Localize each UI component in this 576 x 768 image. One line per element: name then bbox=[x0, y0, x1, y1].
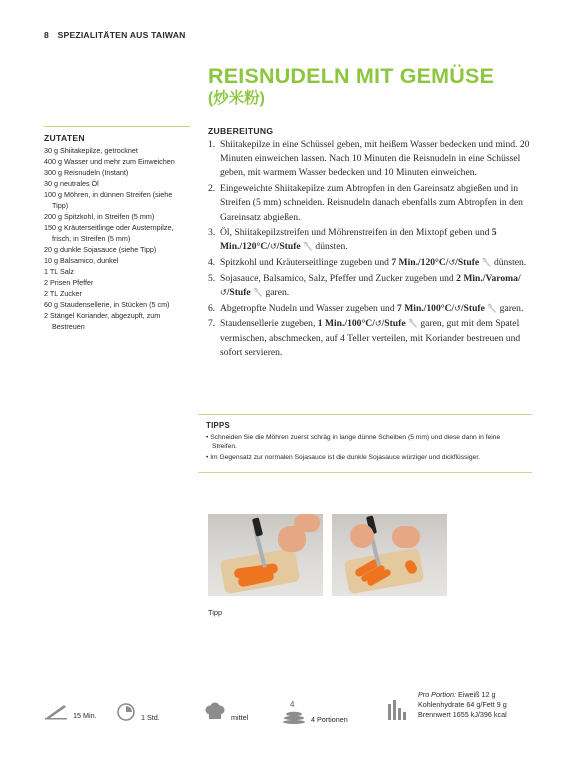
ingredient-item: 2 Stängel Koriander, abgezupft, zum Bestreuen bbox=[44, 311, 161, 331]
step-text: Öl, Shiitakepilzstreifen und Möhrenstreifen in den Mixtopf geben und bbox=[220, 227, 492, 239]
spoon-stir-icon: 🥄 bbox=[303, 242, 314, 252]
step-text: Eingeweichte Shiitakepilze zum Abtropfen in den Gareinsatz abgießen und in Streifen (5 mm) schneiden. Reisnudeln danach ebenfalls zum Abtropfen in den Gareinsatz abgießen. bbox=[220, 183, 523, 223]
step-text: Sojasauce, Balsamico, Salz, Pfeffer und Zucker zugeben und bbox=[220, 272, 457, 284]
nutrition-label: Pro Portion: bbox=[418, 690, 456, 699]
portions-value: 4 Portionen bbox=[311, 715, 348, 724]
spoon-stir-icon: 🥄 bbox=[481, 258, 492, 268]
reverse-rotation-icon: ↺ bbox=[454, 303, 461, 313]
step-item: 7. Staudensellerie zugeben, 1 Min./100°C/↺/Stufe 🥄 garen, gut mit dem Spatel vermischen, abschmecken, auf 4 Teller verteilen, mit Koriander bestreuen und sofort servieren. bbox=[208, 317, 530, 360]
nutrition-protein: Eiweiß 12 g bbox=[457, 690, 496, 699]
ingredients-divider bbox=[44, 126, 190, 127]
spoon-stir-icon: 🥄 bbox=[253, 288, 264, 298]
step-number: 5. bbox=[208, 272, 216, 284]
tips-box bbox=[198, 414, 532, 473]
recipe-title-line1: REISNUDELN MIT GEMÜSE bbox=[208, 64, 495, 88]
arm bbox=[294, 514, 320, 532]
prep-time-value: 15 Min. bbox=[73, 711, 97, 720]
step-number: 7. bbox=[208, 318, 216, 330]
step-item bbox=[208, 182, 530, 225]
ingredient-item: 100 g Möhren, in dünnen Streifen (siehe Tipp) bbox=[44, 190, 173, 210]
page-header bbox=[44, 30, 186, 40]
preparation-steps bbox=[208, 138, 530, 360]
page-number: 8 bbox=[44, 30, 49, 40]
step-item: 6. Abgetropfte Nudeln und Wasser zugeben und 7 Min./100°C/↺/Stufe 🥄 garen. bbox=[208, 302, 530, 316]
ingredient-item: 30 g Shiitakepilze, getrocknet bbox=[44, 146, 138, 155]
step-setting: 2 Min./Varoma/ bbox=[456, 272, 521, 284]
stufe-label: Stufe bbox=[279, 241, 301, 253]
tip-text: Im Gegensatz zur normalen Sojasauce ist die dunkle Sojasauce würziger und dickflüssiger. bbox=[210, 453, 481, 461]
reverse-rotation-icon: ↺ bbox=[269, 242, 277, 252]
chef-hat-icon bbox=[204, 702, 226, 722]
step-item: 5. Sojasauce, Balsamico, Salz, Pfeffer und Zucker zugeben und 2 Min./Varoma/↺/Stufe 🥄 garen. bbox=[208, 272, 530, 300]
reverse-rotation-icon: ↺ bbox=[220, 288, 227, 298]
step-text-end: dünsten. bbox=[491, 257, 527, 269]
ingredients-heading: ZUTATEN bbox=[44, 133, 85, 143]
ingredient-item: 60 g Staudensellerie, in Stücken (5 cm) bbox=[44, 300, 170, 309]
step-text: Abgetropfte Nudeln und Wasser zugeben und bbox=[220, 302, 398, 314]
ingredient-item: 300 g Reisnudeln (Instant) bbox=[44, 168, 129, 177]
plates-icon bbox=[282, 702, 306, 724]
preparation-heading: ZUBEREITUNG bbox=[208, 126, 274, 136]
section-title: SPEZIALITÄTEN AUS TAIWAN bbox=[57, 30, 186, 40]
portions bbox=[282, 702, 348, 724]
tip-item: • Schneiden Sie die Möhren zuerst schräg in lange dünne Scheiben (5 mm) und diese dann in feine Streifen. bbox=[206, 434, 501, 451]
step-text: Spitzkohl und Kräuterseitlinge zugeben und bbox=[220, 257, 392, 269]
ingredients-section bbox=[44, 126, 190, 332]
ingredient-item: 20 g dunkle Sojasauce (siehe Tipp) bbox=[44, 245, 157, 254]
tips-list bbox=[206, 433, 524, 462]
nutrition-energy: Brennwert 1655 kJ/396 kcal bbox=[418, 710, 507, 719]
nutrition-info bbox=[418, 690, 507, 720]
step-setting: 7 Min./120°C/ bbox=[391, 257, 449, 269]
tip-photo-slicing-carrot bbox=[208, 514, 323, 596]
recipe-footer bbox=[0, 690, 576, 738]
knife-icon bbox=[44, 702, 68, 720]
nutrition-carbs-fat: Kohlenhydrate 64 g/Fett 9 g bbox=[418, 700, 507, 709]
difficulty-value: mittel bbox=[231, 713, 249, 722]
step-text-end: garen. bbox=[263, 287, 290, 299]
tip-text: Schneiden Sie die Möhren zuerst schräg in lange dünne Scheiben (5 mm) und diese dann in feine Streifen. bbox=[210, 434, 501, 451]
step-number: 6. bbox=[208, 302, 216, 314]
spoon-stir-icon: 🥄 bbox=[408, 319, 418, 329]
step-setting: 1 Min./100°C/ bbox=[317, 318, 375, 330]
photo-caption: Tipp bbox=[208, 608, 223, 617]
stufe-label: Stufe bbox=[457, 257, 480, 269]
step-setting: 5 Min./120°C/ bbox=[220, 227, 497, 253]
ingredient-item: 1 TL Salz bbox=[44, 267, 74, 276]
reverse-rotation-icon: ↺ bbox=[374, 319, 382, 329]
portions-number: 4 bbox=[290, 700, 295, 709]
step-text-end: dünsten. bbox=[313, 241, 348, 253]
step-number: 4. bbox=[208, 257, 216, 269]
stufe-label: Stufe bbox=[384, 318, 406, 330]
step-item bbox=[208, 138, 530, 181]
ingredient-item: 10 g Balsamico, dunkel bbox=[44, 256, 119, 265]
recipe-title-line2: (炒米粉) bbox=[208, 90, 265, 107]
step-item: 4. Spitzkohl und Kräuterseitlinge zugeben und 7 Min./120°C/↺/Stufe 🥄 dünsten. bbox=[208, 256, 530, 270]
ingredient-item: 200 g Spitzkohl, in Streifen (5 mm) bbox=[44, 212, 155, 221]
tip-photo-cutting-strips bbox=[332, 514, 447, 596]
step-number: 1. bbox=[208, 139, 216, 150]
difficulty bbox=[204, 702, 248, 722]
step-number: 3. bbox=[208, 227, 216, 239]
step-text: Staudensellerie zugeben, bbox=[220, 318, 318, 330]
stufe-label: Stufe bbox=[463, 302, 485, 314]
reverse-rotation-icon: ↺ bbox=[448, 258, 456, 268]
hand bbox=[350, 524, 374, 548]
ingredient-item: 2 TL Zucker bbox=[44, 289, 82, 298]
ingredient-item: 30 g neutrales Öl bbox=[44, 179, 99, 188]
ingredient-item: 400 g Wasser und mehr zum Einweichen bbox=[44, 157, 175, 166]
step-item: 3. Öl, Shiitakepilzstreifen und Möhrenstreifen in den Mixtopf geben und 5 Min./120°C/↺/Stufe 🥄 dünsten. bbox=[208, 226, 530, 254]
step-text: Shiitakepilze in eine Schüssel geben, mit heißem Wasser bedecken und mind. 20 Minuten einweichen lassen. Nach 10 Minuten die Reisnudeln in eine Schüssel geben, mit warmem Wasser bedecken und 10 Minuten einweichen. bbox=[220, 139, 530, 179]
clock-icon bbox=[116, 702, 136, 722]
nutrition-icon-wrap bbox=[386, 698, 410, 722]
step-setting: 7 Min./100°C/ bbox=[397, 302, 455, 314]
tips-heading: TIPPS bbox=[206, 421, 231, 430]
recipe-title bbox=[208, 64, 548, 110]
step-text-end: garen. bbox=[497, 302, 524, 314]
ingredients-list bbox=[44, 145, 190, 332]
preparation-section bbox=[208, 126, 530, 362]
hand bbox=[392, 526, 420, 548]
total-time-value: 1 Std. bbox=[141, 713, 160, 722]
step-text-end: garen, gut mit dem Spatel vermischen, abschmecken, auf 4 Teller verteilen, mit Koriander bestreuen und sofort servieren. bbox=[220, 318, 521, 358]
nutrition-bars-icon bbox=[386, 698, 410, 722]
tip-item: • Im Gegensatz zur normalen Sojasauce ist die dunkle Sojasauce würziger und dickflüssiger. bbox=[206, 453, 481, 461]
total-time bbox=[116, 702, 160, 722]
ingredient-item: 150 g Kräuterseitlinge oder Austernpilze, frisch, in Streifen (5 mm) bbox=[44, 223, 174, 243]
spoon-stir-icon: 🥄 bbox=[487, 303, 498, 313]
step-number: 2. bbox=[208, 183, 216, 195]
ingredient-item: 2 Prisen Pfeffer bbox=[44, 278, 94, 287]
prep-time bbox=[44, 702, 97, 720]
stufe-label: Stufe bbox=[229, 287, 251, 299]
